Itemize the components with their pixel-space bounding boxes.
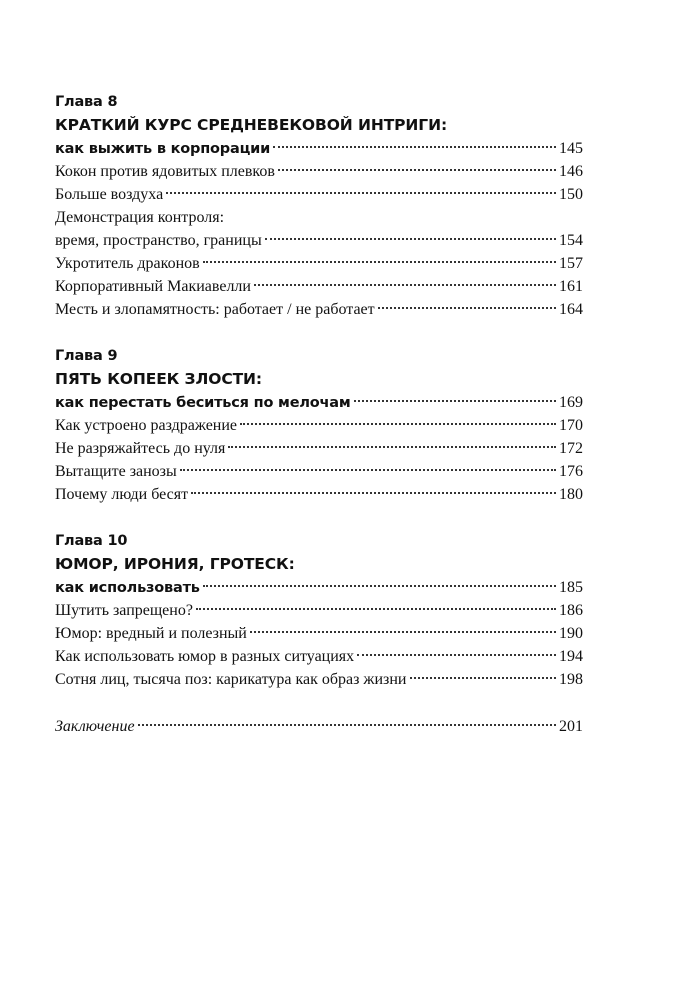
dot-leader (378, 307, 556, 309)
toc-entry[interactable] (55, 137, 583, 160)
toc-entry[interactable] (55, 622, 583, 645)
toc-entry[interactable] (55, 391, 583, 414)
page-number: 186 (559, 602, 583, 619)
page-number: 145 (559, 140, 583, 157)
dot-leader (354, 400, 556, 402)
toc-entry[interactable] (55, 183, 583, 206)
entry-title: Шутить запрещено? (55, 602, 193, 619)
toc-entry[interactable] (55, 229, 583, 252)
entry-title-line: Демонстрация контроля: (55, 209, 225, 226)
toc-entry[interactable] (55, 298, 583, 321)
entry-title: Не разряжайтесь до нуля (55, 440, 226, 457)
page-number: 180 (559, 486, 583, 503)
page-number: 157 (559, 255, 583, 272)
table-of-contents (55, 91, 583, 738)
entry-title: Вытащите занозы (55, 463, 177, 480)
page-number: 198 (559, 671, 583, 688)
entry-title: Как устроено раздражение (55, 417, 238, 434)
chapter-label: Глава 9 (55, 348, 118, 364)
page-number: 172 (559, 440, 583, 457)
dot-leader (273, 146, 556, 148)
toc-entry[interactable] (55, 275, 583, 298)
toc-entry[interactable] (55, 160, 583, 183)
page-number: 185 (559, 579, 583, 596)
chapter-9 (55, 345, 583, 506)
toc-entry[interactable] (55, 414, 583, 437)
dot-leader (138, 724, 556, 726)
page-number: 146 (559, 163, 583, 180)
dot-leader (265, 238, 556, 240)
page-number: 154 (559, 232, 583, 249)
page-number: 176 (559, 463, 583, 480)
entry-title: Укротитель драконов (55, 255, 200, 272)
chapter-title: КРАТКИЙ КУРС СРЕДНЕВЕКОВОЙ ИНТРИГИ: (55, 116, 448, 134)
page-number: 169 (559, 394, 583, 411)
page-number: 190 (559, 625, 583, 642)
page-number: 170 (559, 417, 583, 434)
dot-leader (166, 192, 556, 194)
toc-entry[interactable] (55, 645, 583, 668)
toc-entry[interactable] (55, 576, 583, 599)
page-number: 161 (559, 278, 583, 295)
entry-title: время, пространство, границы (55, 232, 262, 249)
toc-entry[interactable] (55, 437, 583, 460)
toc-entry-conclusion[interactable] (55, 715, 583, 738)
entry-title: Сотня лиц, тысяча поз: карикатура как образ жизни (55, 671, 407, 688)
toc-entry[interactable] (55, 599, 583, 622)
entry-title: Больше воздуха (55, 186, 164, 203)
chapter-10 (55, 530, 583, 691)
entry-title: Почему люди бесят (55, 486, 189, 503)
dot-leader (410, 677, 557, 679)
toc-entry[interactable] (55, 460, 583, 483)
conclusion-title: Заключение (55, 718, 135, 735)
dot-leader (240, 423, 556, 425)
entry-title: Кокон против ядовитых плевков (55, 163, 275, 180)
dot-leader (357, 654, 556, 656)
entry-title: Как использовать юмор в разных ситуациях (55, 648, 355, 665)
page-number: 150 (559, 186, 583, 203)
page-number: 201 (559, 718, 583, 735)
dot-leader (191, 492, 556, 494)
page-number: 164 (559, 301, 583, 318)
dot-leader (254, 284, 556, 286)
toc-entry[interactable] (55, 668, 583, 691)
entry-title: Корпоративный Макиавелли (55, 278, 251, 295)
dot-leader (203, 585, 556, 587)
chapter-title: ПЯТЬ КОПЕЕК ЗЛОСТИ: (55, 370, 263, 388)
dot-leader (196, 608, 556, 610)
dot-leader (278, 169, 556, 171)
chapter-8 (55, 91, 583, 321)
entry-title: Месть и злопамятность: работает / не работает (55, 301, 375, 318)
chapter-subtitle: как использовать (55, 580, 200, 596)
chapter-title: ЮМОР, ИРОНИЯ, ГРОТЕСК: (55, 555, 295, 573)
chapter-subtitle: как перестать беситься по мелочам (55, 395, 351, 411)
dot-leader (250, 631, 556, 633)
page-number: 194 (559, 648, 583, 665)
dot-leader (228, 446, 556, 448)
chapter-subtitle: как выжить в корпорации (55, 141, 271, 157)
dot-leader (180, 469, 556, 471)
toc-entry[interactable] (55, 483, 583, 506)
chapter-label: Глава 8 (55, 94, 118, 110)
dot-leader (203, 261, 556, 263)
entry-title: Юмор: вредный и полезный (55, 625, 247, 642)
chapter-label: Глава 10 (55, 533, 128, 549)
toc-entry[interactable] (55, 252, 583, 275)
